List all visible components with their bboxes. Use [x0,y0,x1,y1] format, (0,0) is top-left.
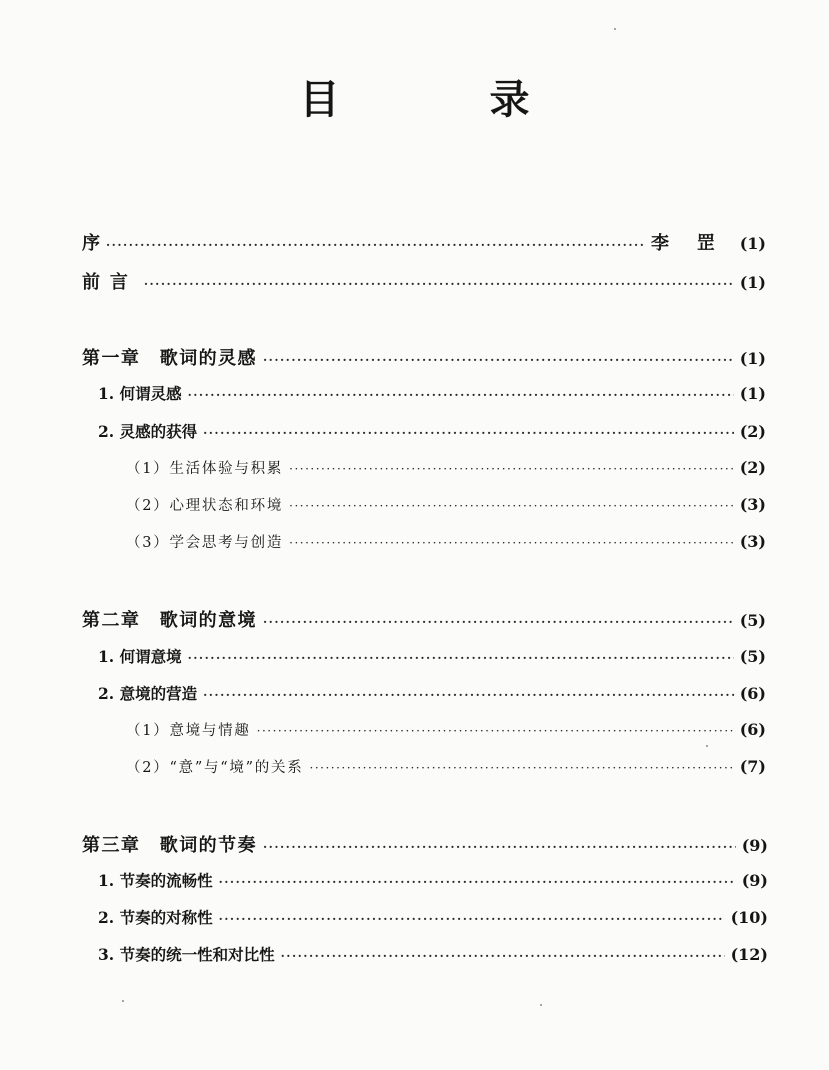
toc-entry-chapter[interactable] [82,344,766,370]
toc-entry-page: (9) [741,836,768,855]
toc-entry-label: 2. 灵感的获得 [98,422,198,441]
toc-entry-subsection[interactable] [126,719,766,740]
toc-entry-page: (9) [741,871,768,890]
toc-entry-label: （1）意境与情趣 [126,723,251,739]
toc-entry-page: (2) [739,458,766,477]
toc-entry-label: （3）学会思考与创造 [126,535,284,551]
toc-entry-page: (2) [739,422,766,441]
leader-dots [219,912,725,926]
scan-speck [540,1004,542,1006]
toc-entry-subsection[interactable] [126,457,766,478]
leader-dots [203,688,734,702]
toc-entry-section[interactable] [98,906,768,928]
scan-speck [706,745,708,747]
toc-entry-subsection[interactable] [126,756,766,777]
toc-entry-label: 1. 节奏的流畅性 [98,871,213,890]
toc-entry-label: 第三章 歌词的节奏 [82,835,257,856]
toc-entry-label: 3. 节奏的统一性和对比性 [98,945,275,964]
leader-dots [263,353,734,367]
toc-entry-label: 1. 何谓意境 [98,647,182,666]
leader-dots [188,388,734,402]
leader-dots [263,615,734,629]
leader-dots [289,536,734,550]
toc-entry-page: (1) [739,234,766,253]
toc-entry-page: (7) [739,757,766,776]
toc-entry-section[interactable] [98,682,766,704]
toc-entry-page: (5) [739,647,766,666]
toc-entry-chapter[interactable] [82,606,766,632]
scan-speck [122,1000,124,1002]
toc-entry-foreword[interactable] [82,268,766,294]
toc-entry-section[interactable] [98,382,766,404]
toc-entry-page: (12) [730,945,768,964]
leader-dots [310,761,734,775]
toc-entry-page: (3) [739,495,766,514]
toc-entry-subsection[interactable] [126,531,766,552]
toc-entry-section[interactable] [98,645,766,667]
toc-entry-section[interactable] [98,420,766,442]
scan-speck [614,28,616,30]
leader-dots [106,238,645,252]
toc-entry-page: (1) [739,273,766,292]
toc-entry-label: 前言 [82,272,138,293]
toc-entry-label: （2）“意”与“境”的关系 [126,760,304,776]
toc-entry-page: (1) [739,349,766,368]
leader-dots [289,499,734,513]
toc-entry-page: (10) [730,908,768,927]
toc-entry-label: 1. 何谓灵感 [98,384,182,403]
toc-entry-page: (3) [739,532,766,551]
toc-entry-page: (6) [739,720,766,739]
page-title: 目 录 [299,76,598,123]
leader-dots [289,462,734,476]
toc-entry-label: 2. 意境的营造 [98,684,198,703]
leader-dots [257,724,734,738]
leader-dots [203,426,734,440]
leader-dots [144,277,734,291]
toc-entry-page: (1) [739,384,766,403]
toc-entry-section[interactable] [98,869,768,891]
toc-entry-label: 序 [82,233,100,254]
toc-entry-section[interactable] [98,943,768,965]
toc-entry-subsection[interactable] [126,494,766,515]
leader-dots [219,875,736,889]
toc-entry-preface[interactable] [82,229,766,255]
toc-entry-label: 第二章 歌词的意境 [82,610,257,631]
leader-dots [263,840,736,854]
toc-entry-label: （1）生活体验与积累 [126,461,284,477]
toc-entry-label: 第一章 歌词的灵感 [82,348,257,369]
leader-dots [281,949,725,963]
toc-entry-chapter[interactable] [82,831,768,857]
toc-entry-page: (6) [739,684,766,703]
leader-dots [188,651,734,665]
toc-entry-author: 李 罡 [651,233,726,254]
toc-entry-label: （2）心理状态和环境 [126,498,284,514]
toc-entry-label: 2. 节奏的对称性 [98,908,213,927]
toc-entry-page: (5) [739,611,766,630]
